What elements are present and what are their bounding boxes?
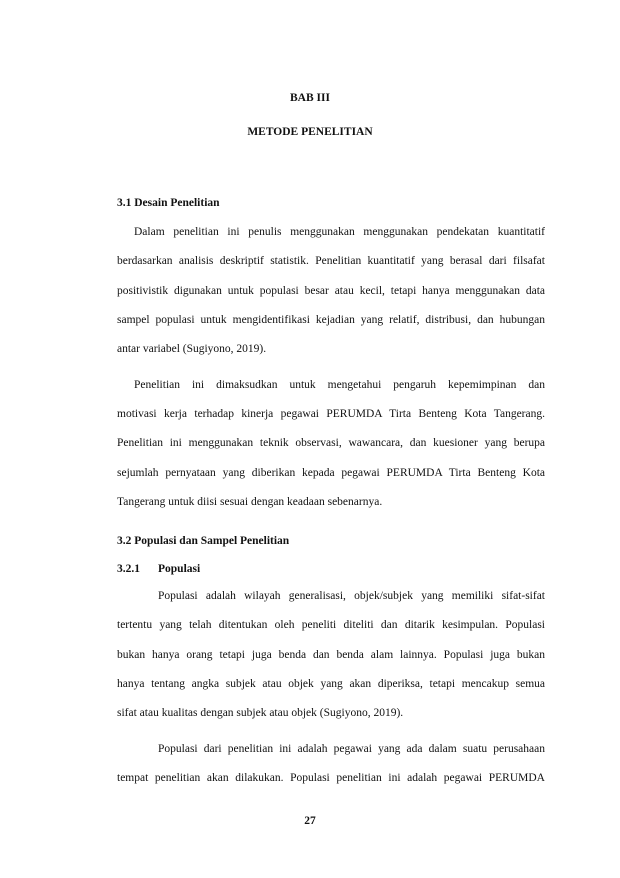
paragraph-line: sejumlah pernyataan yang diberikan kepada pegawai PERUMDA Tirta Benteng Kota [117,467,545,479]
paragraph-line: Populasi adalah wilayah generalisasi, objek/subjek yang memiliki sifat-sifat [158,590,545,602]
section-heading-3-2: 3.2 Populasi dan Sampel Penelitian [117,535,290,547]
paragraph-line: motivasi kerja terhadap kinerja pegawai PERUMDA Tirta Benteng Kota Tangerang. [117,408,545,420]
paragraph-line: sampel populasi untuk mengidentifikasi kejadian yang relatif, distribusi, dan hubungan [117,314,545,326]
chapter-label: BAB III [290,92,330,104]
sub-heading-3-2-1-number: 3.2.1 [117,563,140,575]
paragraph-line: Dalam penelitian ini penulis menggunakan menggunakan pendekatan kuantitatif [134,226,545,238]
paragraph-line: Tangerang untuk diisi sesuai dengan keadaan sebenarnya. [117,496,383,508]
paragraph-line: bukan hanya orang tetapi juga benda dan benda alam lainnya. Populasi juga bukan [117,649,545,661]
sub-heading-3-2-1-title: Populasi [158,563,201,575]
paragraph-line: Penelitian ini dimaksudkan untuk mengetahui pengaruh kepemimpinan dan [134,379,545,391]
paragraph-line: antar variabel (Sugiyono, 2019). [117,343,267,355]
paragraph-line: positivistik digunakan untuk populasi besar atau kecil, tetapi hanya menggunakan data [117,285,545,297]
paragraph-line: sifat atau kualitas dengan subjek atau objek (Sugiyono, 2019). [117,707,404,719]
page-number: 27 [304,815,316,827]
paragraph-line: Populasi dari penelitian ini adalah pegawai yang ada dalam suatu perusahaan [158,743,545,755]
paragraph-line: tertentu yang telah ditentukan oleh peneliti diteliti dan ditarik kesimpulan. Populasi [117,619,545,631]
section-heading-3-1: 3.1 Desain Penelitian [117,197,220,209]
chapter-title: METODE PENELITIAN [247,126,373,138]
paragraph-line: tempat penelitian akan dilakukan. Populasi penelitian ini adalah pegawai PERUMDA [117,772,545,784]
paragraph-line: berdasarkan analisis deskriptif statistik. Penelitian kuantitatif yang berasal dari filsafat [117,255,545,267]
paragraph-line: hanya tentang angka subjek atau objek yang akan diperiksa, tetapi mencakup semua [117,678,545,690]
paragraph-line: Penelitian ini menggunakan teknik observasi, wawancara, dan kuesioner yang berupa [117,437,545,449]
